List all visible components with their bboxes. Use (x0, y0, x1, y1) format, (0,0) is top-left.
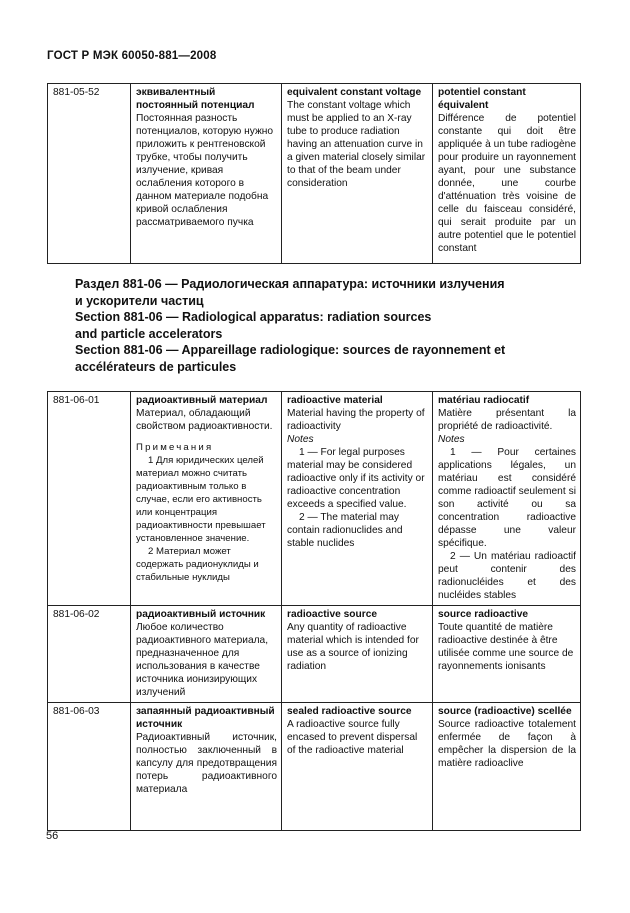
fr-term: source (radioactive) scellée (438, 706, 572, 717)
ru-term: радиоактивный материал (136, 395, 268, 406)
ru-term: запаянный радиоактивный источник (136, 706, 275, 730)
fr-note-2: 2 — Un matériau radioactif peut contenir des radionucléides et des nucléides stables (438, 551, 576, 601)
en-term: radioactive source (287, 609, 378, 620)
en-cell (282, 606, 433, 703)
ru-note-2: 2 Материал может содержать радионуклиды и стабильные нуклиды (136, 546, 259, 583)
en-definition: A radioactive source fully encased to prevent dispersal of the radioactive material (287, 719, 418, 756)
en-definition: Material having the property of radioactivity (287, 408, 425, 432)
ru-definition: Постоянная разность потенциалов, которую нужно приложить к рентгеновской трубке, чтобы получить излучение, кривая ослабления которого в данном материале подобна кривой ослабления рассматриваемого пучка (136, 113, 274, 228)
ru-cell (131, 392, 282, 606)
en-cell (282, 84, 433, 264)
fr-definition: Différence de potentiel constante qui doit être appliquée à un tube radiogène pour produire un rayonnement ayant, pour une substance donnée, une courbe d'atténuation très voisine de celle du faisceau considéré, qui serait produite par un autre potentiel que le potentiel constant (438, 113, 576, 254)
section-fr-line2: accélérateurs de particules (75, 359, 237, 374)
fr-cell (433, 392, 581, 606)
ru-definition: Радиоактивный источник, полностью заключенный в капсулу для предотвращения потерь радиоактивного материала (136, 732, 277, 795)
terms-table-1 (47, 83, 581, 264)
en-notes-title: Notes (287, 434, 314, 445)
en-note-2: 2 — The material may contain radionuclides and stable nuclides (287, 512, 403, 549)
en-definition: Any quantity of radioactive material which is intended for use as a source of ionizing radiation (287, 622, 419, 672)
table-row (48, 392, 581, 606)
fr-term: source radioactive (438, 609, 529, 620)
en-term: equivalent constant voltage (287, 87, 422, 98)
fr-cell (433, 703, 581, 831)
en-cell (282, 392, 433, 606)
fr-note-1: 1 — Pour certaines applications légales, un matériau est considéré comme radioactif seulement si son activité ou sa concentration radioactive dépasse une valeur spécifique. (438, 447, 576, 549)
ru-term: эквивалентный постоянный потенциал (136, 87, 255, 111)
section-en-line1: Section 881-06 — Radiological apparatus: radiation sources (75, 310, 432, 325)
en-note-1: 1 — For legal purposes material may be considered radioactive only if its activity or radioactive concentration exceeds a specified value. (287, 447, 425, 510)
document-header: ГОСТ Р МЭК 60050-881—2008 (47, 50, 217, 62)
ru-definition: Любое количество радиоактивного материала, предназначенное для использования в качестве источника ионизирующих излучений (136, 622, 269, 698)
fr-definition: Matière présentant la propriété de radioactivité. (438, 408, 576, 432)
fr-definition: Toute quantité de matière radioactive destinée à être utilisée comme une source de rayonnements ionisants (438, 622, 574, 672)
fr-definition: Source radioactive totalement enfermée de façon à empêcher la dispersion de la matière radioaclive (438, 719, 576, 769)
en-cell (282, 703, 433, 831)
fr-cell (433, 84, 581, 264)
ru-definition: Материал, обладающий свойством радиоактивности. (136, 408, 273, 432)
section-fr-line1: Section 881-06 — Appareillage radiologique: sources de rayonnement et (75, 343, 506, 358)
table-row (48, 606, 581, 703)
term-code: 881-05-52 (48, 84, 131, 264)
term-code: 881-06-02 (48, 606, 131, 703)
ru-cell (131, 703, 282, 831)
fr-term: potentiel constant équivalent (438, 87, 526, 111)
ru-cell (131, 84, 282, 264)
term-code: 881-06-03 (48, 703, 131, 831)
ru-notes-title: Примечания (136, 442, 214, 453)
ru-note-1: 1 Для юридических целей материал можно считать радиоактивным только в случае, если его активность или концентрация радиоактивности превышает установленное значение. (136, 455, 266, 544)
en-definition: The constant voltage which must be applied to an X-ray tube to produce radiation having an attenuation curve in a given material closely similar to that of the beam under consideration (287, 100, 426, 189)
ru-term: радиоактивный источник (136, 609, 266, 620)
terms-table-2 (47, 391, 581, 831)
section-en-line2: and particle accelerators (75, 326, 223, 341)
fr-cell (433, 606, 581, 703)
section-heading (75, 276, 555, 376)
table-row (48, 703, 581, 831)
fr-term: matériau radiocatif (438, 395, 530, 406)
en-term: sealed radioactive source (287, 706, 412, 717)
en-term: radioactive material (287, 395, 383, 406)
ru-cell (131, 606, 282, 703)
table-row (48, 84, 581, 264)
term-code: 881-06-01 (48, 392, 131, 606)
page-number: 56 (46, 830, 59, 842)
fr-notes-title: Notes (438, 434, 465, 445)
section-ru-line2: и ускорители частиц (75, 293, 204, 308)
section-ru-line1: Раздел 881-06 — Радиологическая аппаратура: источники излучения (75, 277, 505, 291)
